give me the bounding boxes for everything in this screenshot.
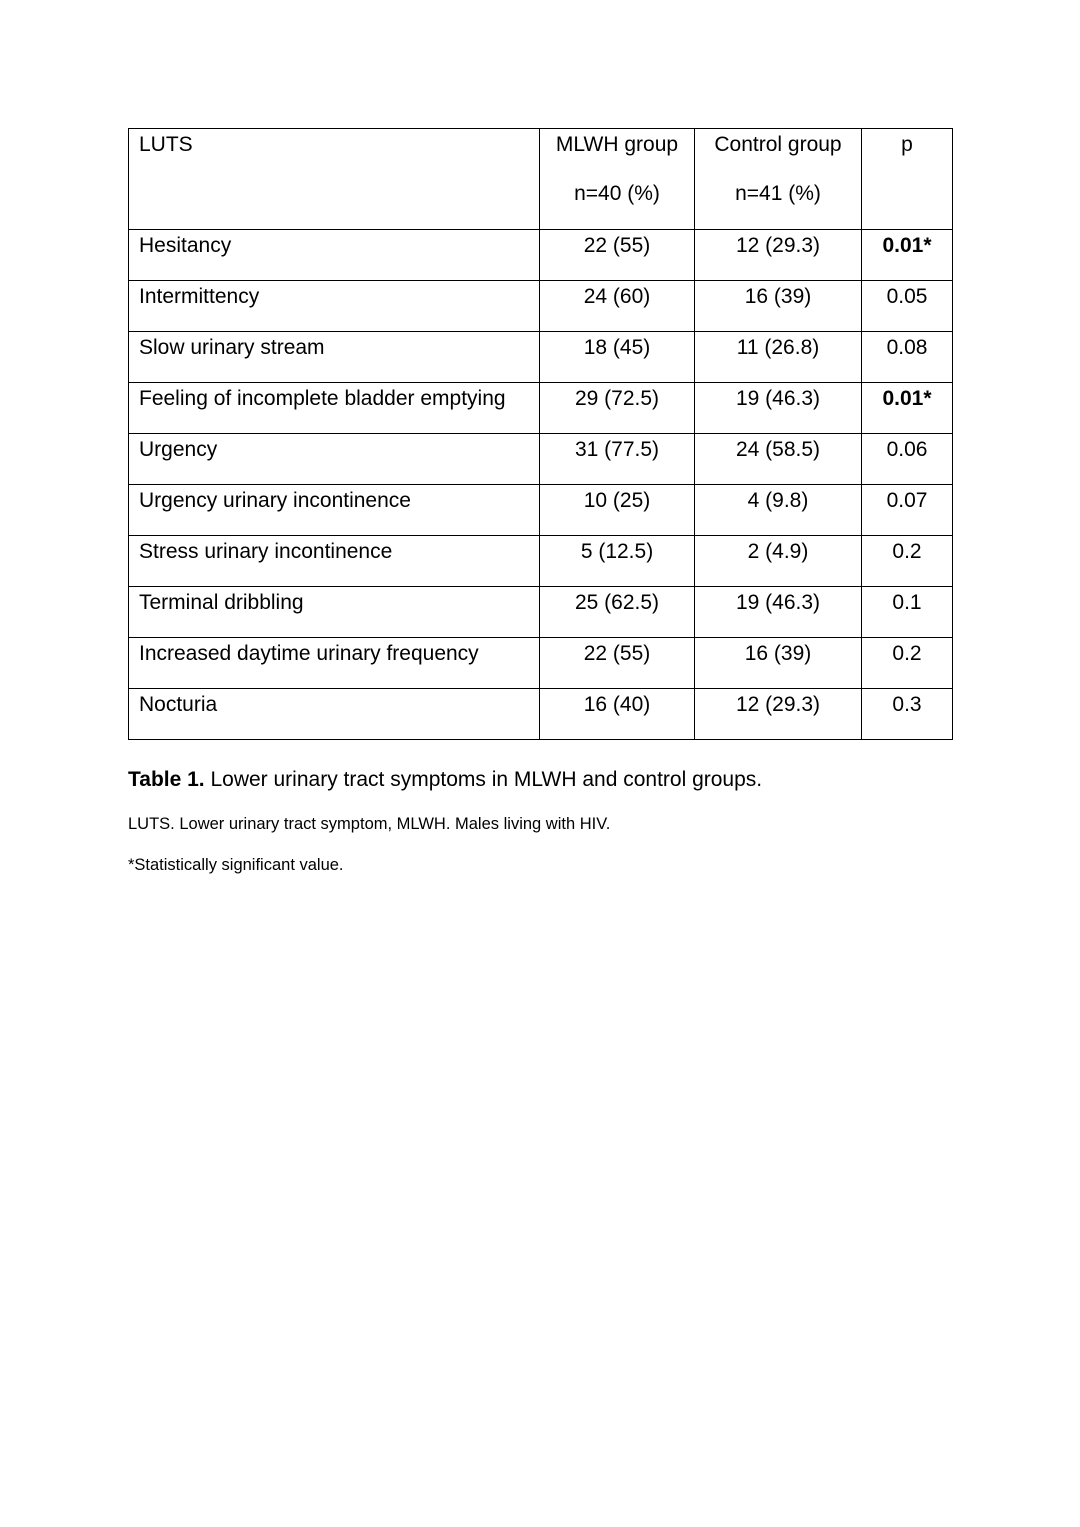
cell-p-value: 0.08 (862, 332, 953, 383)
cell-control: 19 (46.3) (695, 383, 862, 434)
cell-symptom: Slow urinary stream (129, 332, 540, 383)
cell-p-value: 0.06 (862, 434, 953, 485)
table-row (129, 434, 953, 485)
header-luts (129, 129, 540, 230)
cell-mlwh: 16 (40) (540, 689, 695, 740)
cell-control: 4 (9.8) (695, 485, 862, 536)
table-row (129, 230, 953, 281)
table-row (129, 689, 953, 740)
cell-symptom: Urgency (129, 434, 540, 485)
cell-symptom: Increased daytime urinary frequency (129, 638, 540, 689)
cell-p-value: 0.2 (862, 536, 953, 587)
table-header-row (129, 129, 953, 230)
cell-symptom: Stress urinary incontinence (129, 536, 540, 587)
header-p (862, 129, 953, 230)
cell-symptom: Urgency urinary incontinence (129, 485, 540, 536)
cell-control: 2 (4.9) (695, 536, 862, 587)
cell-p-value: 0.01* (862, 230, 953, 281)
table-row (129, 383, 953, 434)
cell-control: 12 (29.3) (695, 689, 862, 740)
cell-control: 24 (58.5) (695, 434, 862, 485)
header-mlwh (540, 129, 695, 230)
cell-p-value: 0.3 (862, 689, 953, 740)
cell-symptom: Feeling of incomplete bladder emptying (129, 383, 540, 434)
header-control-title: Control group (714, 133, 842, 156)
table-row (129, 485, 953, 536)
header-p-text: p (901, 133, 913, 156)
cell-p-value: 0.1 (862, 587, 953, 638)
cell-mlwh: 22 (55) (540, 638, 695, 689)
cell-symptom: Hesitancy (129, 230, 540, 281)
cell-mlwh: 22 (55) (540, 230, 695, 281)
cell-p-value: 0.05 (862, 281, 953, 332)
cell-mlwh: 25 (62.5) (540, 587, 695, 638)
footnote-significance: *Statistically significant value. (128, 856, 344, 874)
cell-control: 19 (46.3) (695, 587, 862, 638)
cell-mlwh: 10 (25) (540, 485, 695, 536)
footnote-abbreviations: LUTS. Lower urinary tract symptom, MLWH. Males living with HIV. (128, 815, 611, 833)
table-caption (128, 766, 952, 794)
header-control-count: n=41 (%) (735, 182, 821, 205)
header-mlwh-count: n=40 (%) (574, 182, 660, 205)
cell-control: 16 (39) (695, 281, 862, 332)
cell-mlwh: 5 (12.5) (540, 536, 695, 587)
header-luts-text: LUTS (139, 133, 193, 156)
table-row (129, 638, 953, 689)
cell-p-value: 0.01* (862, 383, 953, 434)
caption-label: Table 1. (128, 768, 205, 791)
cell-mlwh: 29 (72.5) (540, 383, 695, 434)
cell-control: 16 (39) (695, 638, 862, 689)
cell-control: 11 (26.8) (695, 332, 862, 383)
cell-symptom: Intermittency (129, 281, 540, 332)
header-mlwh-title: MLWH group (555, 133, 679, 156)
document-page (128, 128, 952, 875)
cell-control: 12 (29.3) (695, 230, 862, 281)
cell-symptom: Nocturia (129, 689, 540, 740)
cell-mlwh: 18 (45) (540, 332, 695, 383)
luts-table (128, 128, 953, 740)
cell-mlwh: 31 (77.5) (540, 434, 695, 485)
table-row (129, 536, 953, 587)
caption-text: Lower urinary tract symptoms in MLWH and control groups. (204, 768, 763, 791)
cell-symptom: Terminal dribbling (129, 587, 540, 638)
cell-p-value: 0.2 (862, 638, 953, 689)
table-row (129, 332, 953, 383)
header-control (695, 129, 862, 230)
cell-p-value: 0.07 (862, 485, 953, 536)
table-row (129, 281, 953, 332)
cell-mlwh: 24 (60) (540, 281, 695, 332)
table-row (129, 587, 953, 638)
